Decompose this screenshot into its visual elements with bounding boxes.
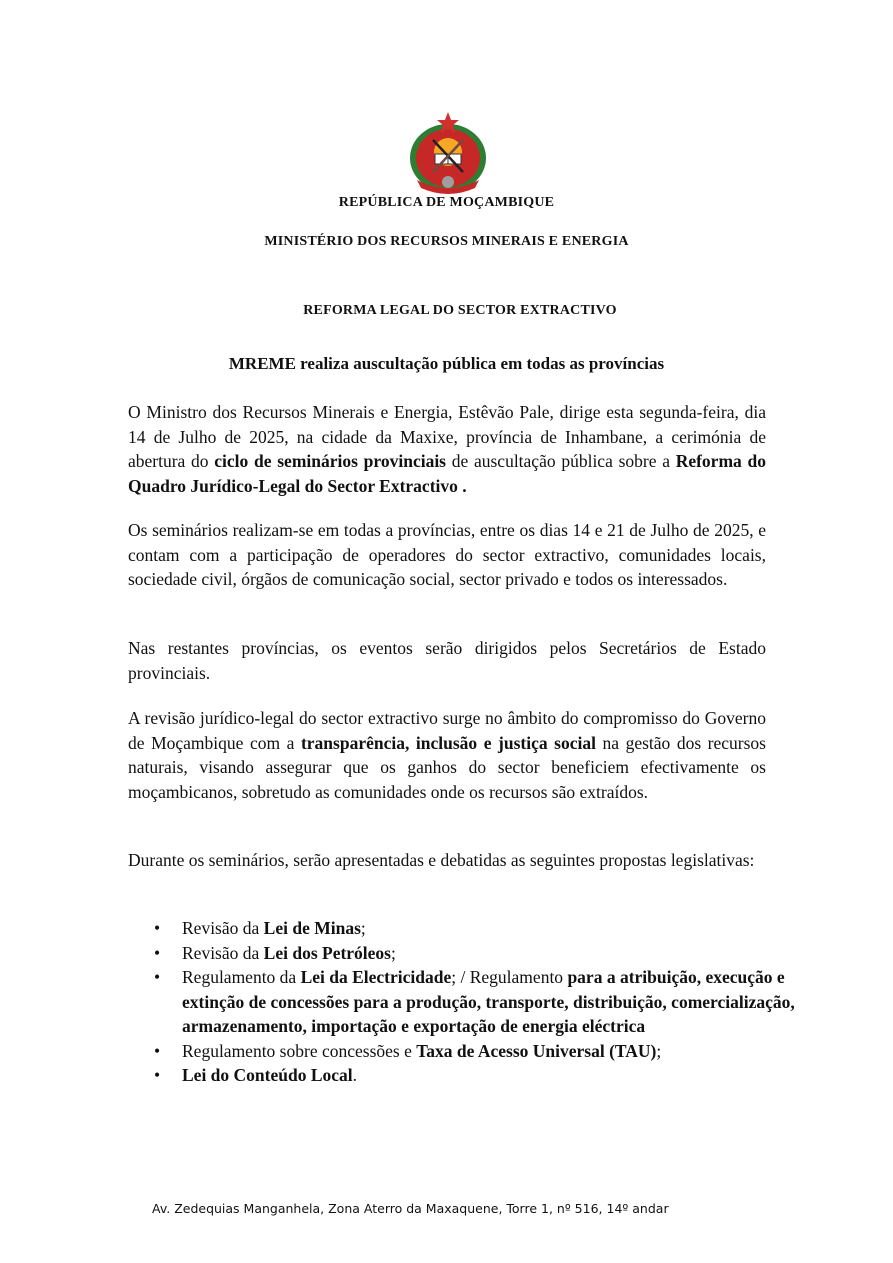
paragraph-revision: A revisão jurídico-legal do sector extractivo surge no âmbito do compromisso do Governo de Moçambique com a transparência, inclusão e justiça social na gestão dos recursos naturais, visando assegurar que os ganhos do sector beneficiem efectivamente os moçambicanos, sobretudo as comunidades onde os recursos são extraídos.: [128, 708, 766, 802]
bold-phrase: transparência, inclusão e justiça social: [300, 732, 596, 753]
mozambique-coat-of-arms-icon: [405, 110, 491, 196]
ministry-title: MINISTÉRIO DOS RECURSOS MINERAIS E ENERGIA: [264, 234, 629, 249]
proposals-list: [128, 916, 822, 1088]
paragraph-provinces: Nas restantes províncias, os eventos serão dirigidos pelos Secretários de Estado provinciais.: [128, 638, 766, 683]
list-item: • Regulamento da Lei da Electricidade; / Regulamento para a atribuição, execução e extinção de concessões para a produção, transporte, distribuição, comercialização, armazenamento, importação e exportação de energia eléctrica: [154, 967, 795, 1036]
list-item: • Revisão da Lei dos Petróleos;: [182, 941, 822, 966]
bullet-icon: •: [154, 918, 161, 938]
bold-phrase: ciclo de seminários provinciais: [214, 451, 446, 471]
bullet-icon: •: [154, 1065, 161, 1085]
press-release-headline: MREME realiza auscultação pública em todas as províncias: [228, 354, 665, 373]
paragraph-seminars: Os seminários realizam-se em todas a províncias, entre os dias 14 e 21 de Julho de 2025, e contam com a participação de operadores do sector extractivo, comunidades locais, sociedade civil, órgãos de comunicação social, sector privado e todos os interessados.: [128, 520, 766, 589]
bold-phrase: Reforma do Quadro Jurídico-Legal do Sector Extractivo .: [128, 451, 766, 496]
republic-title: REPÚBLICA DE MOÇAMBIQUE: [338, 195, 555, 210]
paragraph-opening: O Ministro dos Recursos Minerais e Energia, Estêvão Pale, dirige esta segunda-feira, dia 14 de Julho de 2025, na cidade da Maxixe, província de Inhambane, a cerimónia de abertura do ciclo de seminários provinciais de auscultação pública sobre a Reforma do Quadro Jurídico-Legal do Sector Extractivo .: [128, 402, 766, 496]
bullet-icon: •: [154, 967, 161, 987]
list-item: • Regulamento sobre concessões e Taxa de Acesso Universal (TAU);: [182, 1039, 822, 1064]
section-title: REFORMA LEGAL DO SECTOR EXTRACTIVO: [303, 303, 617, 318]
bullet-icon: •: [154, 942, 161, 963]
footer-address: Av. Zedequias Manganhela, Zona Aterro da Maxaquene, Torre 1, nº 516, 14º andar: [152, 1201, 669, 1216]
list-item: • Revisão da Lei de Minas;: [182, 916, 822, 941]
list-item: • Lei do Conteúdo Local.: [182, 1063, 822, 1088]
bullet-icon: •: [154, 1040, 161, 1061]
paragraph-proposals-intro: Durante os seminários, serão apresentadas e debatidas as seguintes propostas legislativas:: [128, 850, 755, 870]
